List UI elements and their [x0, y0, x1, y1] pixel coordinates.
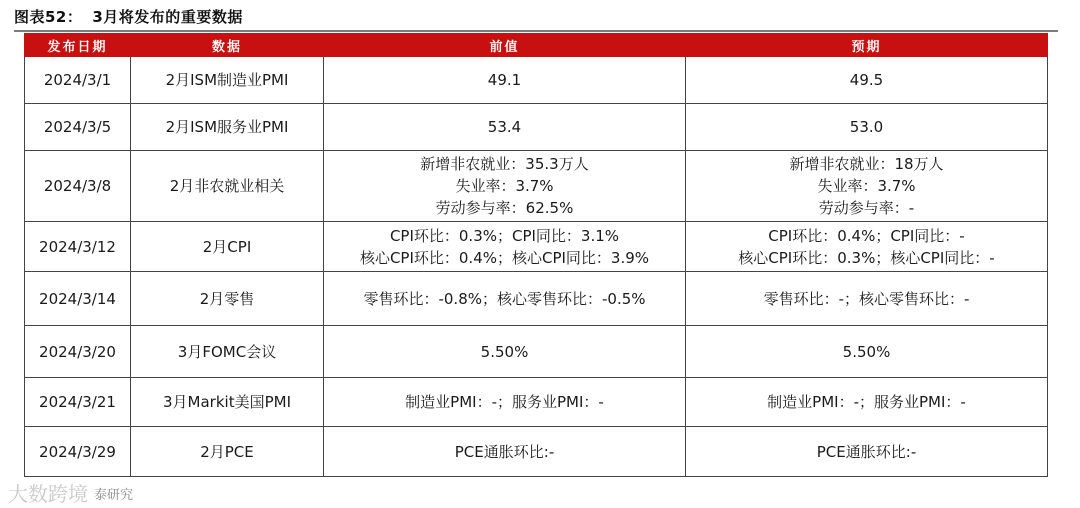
previous-value-cell: [324, 151, 686, 222]
table-header-row: [25, 34, 1048, 57]
data-item-cell: 2月CPI: [131, 222, 324, 272]
table-row: [25, 57, 1048, 104]
release-date-cell: 2024/3/20: [25, 326, 131, 378]
release-date-cell: 2024/3/8: [25, 151, 131, 222]
data-item-cell: 2月ISM服务业PMI: [131, 104, 324, 151]
previous-value-cell: [324, 222, 686, 272]
expected-value-line: 5.50%: [842, 342, 891, 361]
expected-value-line: 新增非农就业：18万人: [789, 155, 944, 173]
expected-value-line: 53.0: [849, 118, 884, 136]
previous-value-line: 失业率：3.7%: [455, 177, 554, 195]
release-date-cell: 2024/3/14: [25, 272, 131, 326]
expected-value-line: 49.5: [849, 71, 884, 89]
data-item-cell: 2月非农就业相关: [131, 151, 324, 222]
expected-value-line: 制造业PMI：-；服务业PMI：-: [767, 393, 966, 411]
expected-value-cell: [686, 57, 1048, 104]
previous-value-cell: [324, 104, 686, 151]
previous-value-cell: [324, 272, 686, 326]
data-item-cell: 2月ISM制造业PMI: [131, 57, 324, 104]
previous-value-line: 劳动参与率：62.5%: [435, 199, 574, 217]
release-date-cell: 2024/3/12: [25, 222, 131, 272]
table-row: [25, 427, 1048, 477]
header-release-date: 发布日期: [25, 34, 131, 57]
previous-value-line: 5.50%: [480, 342, 529, 361]
previous-value-line: CPI环比：0.3%；CPI同比：3.1%: [389, 226, 620, 245]
header-previous: 前值: [324, 34, 686, 57]
table-row: [25, 378, 1048, 427]
expected-value-cell: [686, 151, 1048, 222]
expected-value-cell: [686, 427, 1048, 477]
previous-value-line: 零售环比：-0.8%；核心零售环比：-0.5%: [363, 289, 646, 308]
title-divider: [14, 30, 1058, 32]
expected-value-cell: [686, 326, 1048, 378]
previous-value-line: 新增非农就业：35.3万人: [420, 155, 589, 173]
header-expected: 预期: [686, 34, 1048, 57]
data-item-cell: 2月零售: [131, 272, 324, 326]
expected-value-cell: [686, 104, 1048, 151]
expected-value-cell: [686, 378, 1048, 427]
expected-value-cell: [686, 272, 1048, 326]
expected-value-line: 劳动参与率：-: [818, 199, 915, 217]
expected-value-cell: [686, 222, 1048, 272]
previous-value-cell: [324, 427, 686, 477]
table-row: [25, 104, 1048, 151]
expected-value-line: 核心CPI环比：0.3%；核心CPI同比：-: [738, 248, 995, 267]
previous-value-line: 49.1: [487, 71, 522, 89]
previous-value-line: 53.4: [487, 118, 522, 136]
release-date-cell: 2024/3/1: [25, 57, 131, 104]
figure-title: [14, 6, 243, 27]
release-schedule-table: [24, 33, 1048, 477]
data-item-cell: 2月PCE: [131, 427, 324, 477]
expected-value-line: 失业率：3.7%: [817, 177, 916, 195]
source-label: 泰研究: [94, 488, 134, 503]
table-row: [25, 222, 1048, 272]
release-date-cell: 2024/3/21: [25, 378, 131, 427]
header-data: 数据: [131, 34, 324, 57]
expected-value-line: CPI环比：0.4%；CPI同比：-: [768, 226, 965, 245]
expected-value-line: 零售环比：-；核心零售环比：-: [763, 289, 970, 308]
source-footer: [8, 478, 133, 507]
previous-value-line: PCE通胀环比:-: [454, 442, 555, 461]
expected-value-line: PCE通胀环比:-: [816, 442, 917, 461]
table-row: [25, 326, 1048, 378]
previous-value-cell: [324, 57, 686, 104]
table-row: [25, 272, 1048, 326]
figure-number: 图表52：: [14, 8, 83, 26]
data-item-cell: 3月Markit美国PMI: [131, 378, 324, 427]
figure-caption: 3月将发布的重要数据: [92, 8, 243, 26]
release-date-cell: 2024/3/29: [25, 427, 131, 477]
release-date-cell: 2024/3/5: [25, 104, 131, 151]
previous-value-cell: [324, 326, 686, 378]
previous-value-line: 核心CPI环比：0.4%；核心CPI同比：3.9%: [359, 248, 650, 267]
table-row: [25, 151, 1048, 222]
previous-value-cell: [324, 378, 686, 427]
watermark-text: 大数跨境: [8, 482, 88, 506]
previous-value-line: 制造业PMI：-；服务业PMI：-: [405, 393, 604, 411]
data-item-cell: 3月FOMC会议: [131, 326, 324, 378]
